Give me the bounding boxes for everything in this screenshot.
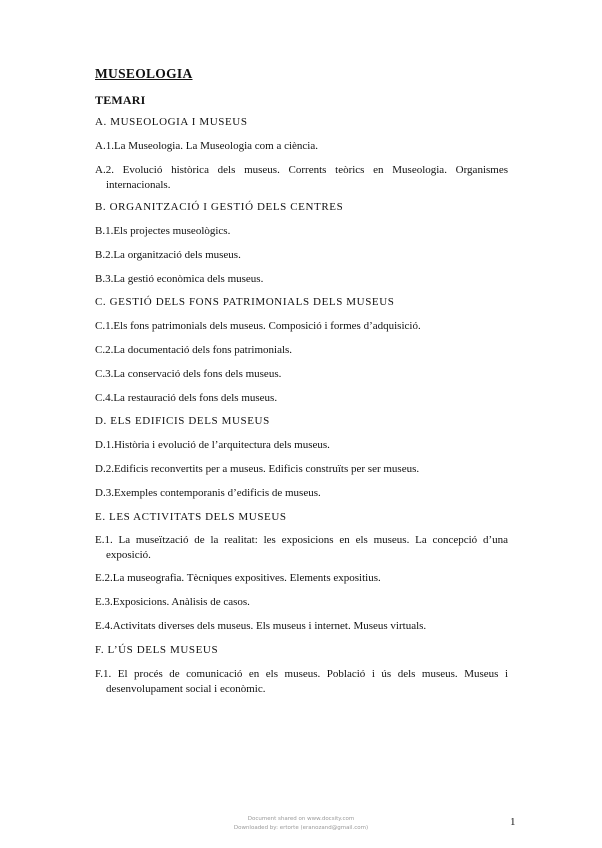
topic-a1: A.1.La Museologia. La Museologia com a ciència. <box>95 140 318 152</box>
topic-d2: D.2.Edificis reconvertits per a museus. Edificis construïts per ser museus. <box>95 463 420 475</box>
section-heading-c: C. GESTIÓ DELS FONS PATRIMONIALS DELS MUSEUS <box>95 296 395 308</box>
topic-d3: D.3.Exemples contemporanis d’edificis de museus. <box>95 487 321 499</box>
topic-c3: C.3.La conservació dels fons dels museus. <box>95 368 282 380</box>
topic-b3: B.3.La gestió econòmica dels museus. <box>95 273 264 285</box>
topic-b1: B.1.Els projectes museològics. <box>95 225 231 237</box>
topic-c1: C.1.Els fons patrimonials dels museus. Composició i formes d’adquisició. <box>95 320 421 332</box>
section-heading-b: B. ORGANITZACIÓ I GESTIÓ DELS CENTRES <box>95 201 344 213</box>
topic-d1: D.1.Història i evolució de l’arquitectura dels museus. <box>95 439 330 451</box>
topic-c4: C.4.La restauració dels fons dels museus. <box>95 392 278 404</box>
document-subtitle: TEMARI <box>95 93 146 107</box>
section-heading-f: F. L’ÚS DELS MUSEUS <box>95 644 219 656</box>
document-title: MUSEOLOGIA <box>95 66 193 81</box>
section-heading-d: D. ELS EDIFICIS DELS MUSEUS <box>95 415 270 427</box>
section-heading-e: E. LES ACTIVITATS DELS MUSEUS <box>95 511 287 523</box>
topic-e3: E.3.Exposicions. Anàlisis de casos. <box>95 596 250 608</box>
topic-e4: E.4.Activitats diverses dels museus. Els museus i internet. Museus virtuals. <box>95 620 427 632</box>
topic-b2: B.2.La organització dels museus. <box>95 249 241 261</box>
topic-e2: E.2.La museografia. Tècniques expositives. Elements expositius. <box>95 572 381 584</box>
footer-download-note: Downloaded by: ertorte (eranozand@gmail.com) <box>233 825 369 831</box>
section-heading-a: A. MUSEOLOGIA I MUSEUS <box>95 116 248 128</box>
topic-a2: A.2. Evolució històrica dels museus. Corrents teòrics en Museologia. Organismes internacionals. <box>95 164 508 191</box>
page-number: 1 <box>510 816 516 828</box>
footer-shared-note: Document shared on www.docsity.com <box>247 816 355 822</box>
topic-f1: F.1. El procés de comunicació en els museus. Població i ús dels museus. Museus i desenvolupament social i econòmic. <box>95 668 508 695</box>
topic-e1: E.1. La museïtzació de la realitat: les exposicions en els museus. La concepció d’una exposició. <box>95 534 508 561</box>
topic-c2: C.2.La documentació dels fons patrimonials. <box>95 344 293 356</box>
